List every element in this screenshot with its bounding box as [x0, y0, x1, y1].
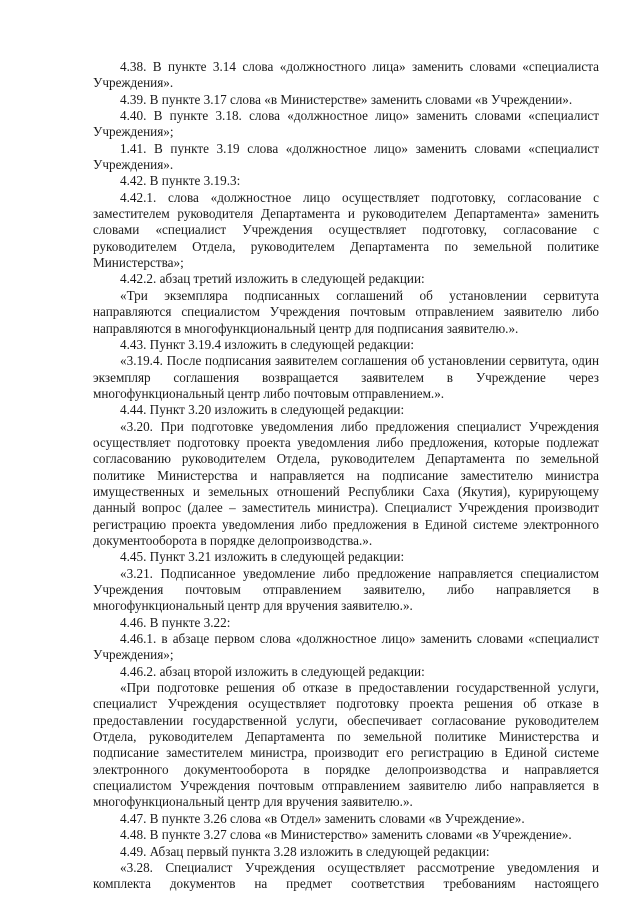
- paragraph-4-38: 4.38. В пункте 3.14 слова «должностного лица» заменить словами «специалиста Учреждения».: [93, 59, 599, 91]
- paragraph-4-40: 4.40. В пункте 3.18. слова «должностное лицо» заменить словами «специалист Учреждения»;: [93, 108, 599, 140]
- paragraph-4-42: 4.42. В пункте 3.19.3:: [120, 173, 241, 189]
- paragraph-4-46: 4.46. В пункте 3.22:: [120, 614, 231, 630]
- paragraph-4-49: 4.49. Абзац первый пункта 3.28 изложить в следующей редакции:: [120, 843, 490, 859]
- quote-3-19-4: «3.19.4. После подписания заявителем соглашения об установлении сервитута, один экземпляр соглашения возвращается заявителем в Учреждение через многофункциональный центр либо почтовым отправлением.».: [93, 353, 599, 401]
- paragraph-4-43: 4.43. Пункт 3.19.4 изложить в следующей редакции:: [120, 336, 414, 352]
- paragraph-4-48: 4.48. В пункте 3.27 слова «в Министерство» заменить словами «в Учреждение».: [120, 827, 572, 843]
- paragraph-4-44: 4.44. Пункт 3.20 изложить в следующей редакции:: [120, 402, 405, 418]
- paragraph-4-42-1: 4.42.1. слова «должностное лицо осуществляет подготовку, согласование с заместителем руководителя Департамента и руководителем Департамента» заменить словами «специалист Учреждения осуществляет подготовку, согласование с руководителем Отдела, руководителем Департамента по земельной политике Министерства»;: [93, 189, 599, 271]
- paragraph-4-42-2: 4.42.2. абзац третий изложить в следующей редакции:: [120, 271, 425, 287]
- paragraph-4-45: 4.45. Пункт 3.21 изложить в следующей редакции:: [120, 549, 405, 565]
- quote-3-21: «3.21. Подписанное уведомление либо предложение направляется специалистом Учреждения почтовым отправлением заявителю, либо направляется в многофункциональный центр для вручения заявителю.».: [93, 565, 599, 614]
- paragraph-1-41: 1.41. В пункте 3.19 слова «должностное лицо» заменить словами «специалист Учреждения».: [93, 140, 599, 173]
- quote-3-28: «3.28. Специалист Учреждения осуществляет рассмотрение уведомления и комплекта документов на предмет соответствия требованиям настоящего: [93, 859, 599, 892]
- paragraph-4-39: 4.39. В пункте 3.17 слова «в Министерстве» заменить словами «в Учреждении».: [120, 91, 573, 107]
- quote-three-copies: «Три экземпляра подписанных соглашений об установлении сервитута направляются специалистом Учреждения почтовым отправлением заявителю либо направляются в многофункциональный центр для подписания заявителю.».: [93, 287, 599, 336]
- quote-3-20: «3.20. При подготовке уведомления либо предложения специалист Учреждения осуществляет подготовку проекта уведомления либо предложения, которые подлежат согласованию руководителем Отдела, руководителем Департамента по земельной политике Министерства и направляется на подписание заместителю министра имущественных и земельных отношений Республики Саха (Якутия), курирующему данный вопрос (далее – заместитель министра). Специалист Учреждения производит регистрацию проекта уведомления либо предложения в Единой системе электронного документооборота в порядке делопроизводства.».: [93, 418, 599, 548]
- paragraph-4-46-1: 4.46.1. в абзаце первом слова «должностное лицо» заменить словами «специалист Учреждения»;: [93, 631, 599, 663]
- quote-refusal-decision: «При подготовке решения об отказе в предоставлении государственной услуги, специалист Учреждения осуществляет подготовку проекта решения об отказе в предоставлении государственной услуги, обеспечивает согласование руководителем Отдела, руководителем Департамента по земельной политике Министерства и подписание заместителем министра, производит его регистрацию в Единой системе электронного документооборота в порядке делопроизводства и направляется специалистом Учреждения почтовым отправлением заявителю либо направляется в многофункциональный центр для вручения заявителю.».: [93, 680, 599, 810]
- paragraph-4-46-2: 4.46.2. абзац второй изложить в следующей редакции:: [120, 663, 425, 679]
- paragraph-4-47: 4.47. В пункте 3.26 слова «в Отдел» заменить словами «в Учреждение».: [120, 810, 525, 826]
